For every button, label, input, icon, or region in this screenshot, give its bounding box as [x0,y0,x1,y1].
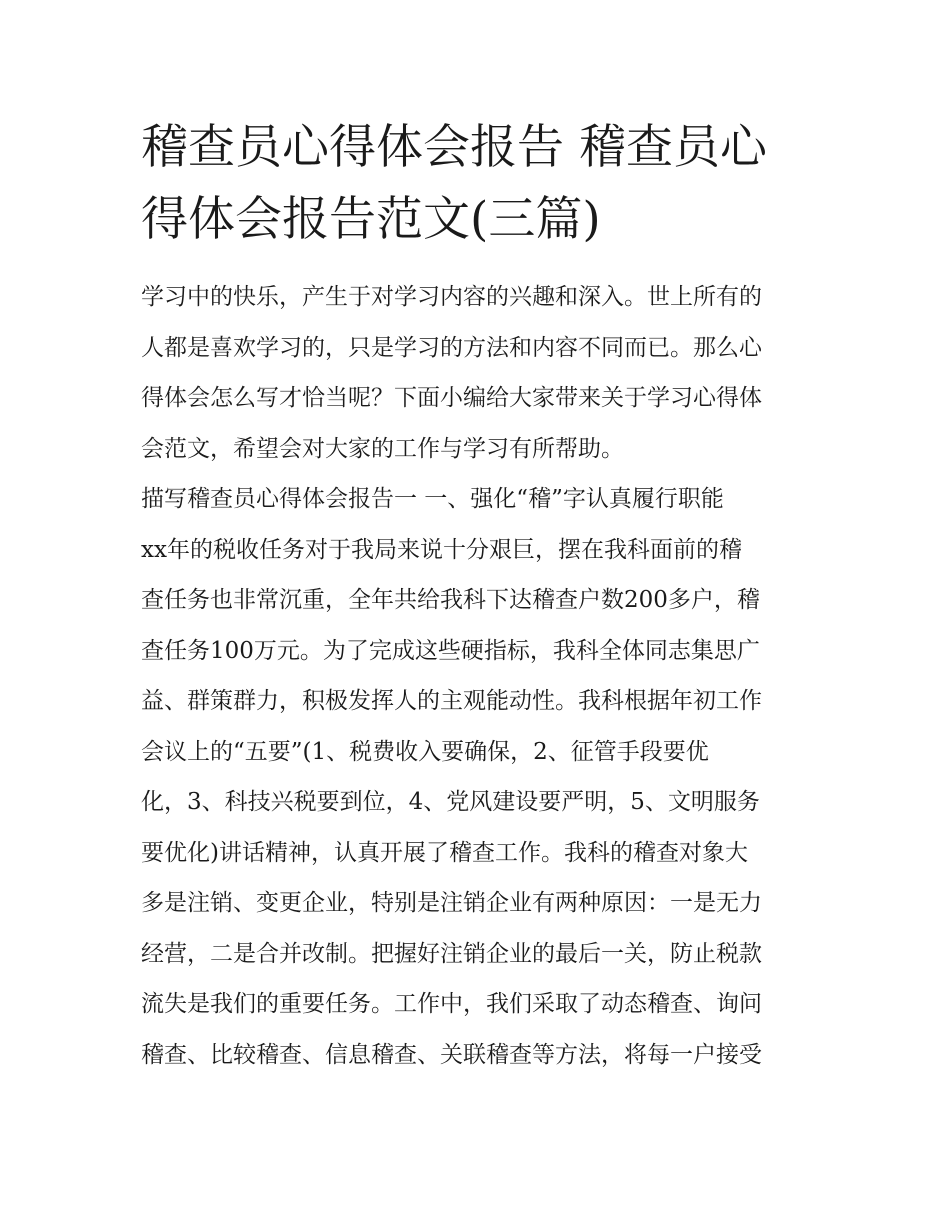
document-content [141,112,813,1080]
text-line: 会议上的“五要”(1、税费收入要确保，2、征管手段要优 [141,738,709,765]
text-line: 得体会怎么写才恰当呢？下面小编给大家带来关于学习心得体 [141,385,762,411]
document-title [141,112,813,256]
text-line: 化，3、科技兴税要到位，4、党风建设要严明，5、文明服务 [141,789,760,815]
text-line: 会范文，希望会对大家的工作与学习有所帮助。 [141,435,624,462]
intro-paragraph [141,272,813,474]
text-line: 稽查、比较稽查、信息稽查、关联稽查等方法，将每一户接受 [141,1041,762,1068]
text-line: 人都是喜欢学习的，只是学习的方法和内容不同而已。那么心 [141,334,762,361]
text-line: 描写稽查员心得体会报告一 一、强化“稽”字认真履行职能 [141,486,724,512]
body-paragraph [141,474,813,1080]
text-line: 学习中的快乐，产生于对学习内容的兴趣和深入。世上所有的 [141,284,762,310]
text-line: 益、群策群力，积极发挥人的主观能动性。我科根据年初工作 [141,688,762,714]
text-line: 要优化)讲话精神，认真开展了稽查工作。我科的稽查对象大 [141,839,748,866]
text-line: 流失是我们的重要任务。工作中，我们采取了动态稽查、询问 [141,991,762,1017]
title-line: 稽查员心得体会报告 稽查员心 [141,120,767,175]
text-line: 查任务100万元。为了完成这些硬指标，我科全体同志集思广 [141,637,760,664]
text-line: 经营，二是合并改制。把握好注销企业的最后一关，防止税款 [141,940,762,967]
text-line: xx年的税收任务对于我局来说十分艰巨，摆在我科面前的稽 [141,536,742,563]
title-line: 得体会报告范文(三篇) [141,192,601,247]
text-line: 查任务也非常沉重，全年共给我科下达稽查户数200多户，稽 [141,587,760,613]
text-line: 多是注销、变更企业，特别是注销企业有两种原因：一是无力 [141,890,762,916]
